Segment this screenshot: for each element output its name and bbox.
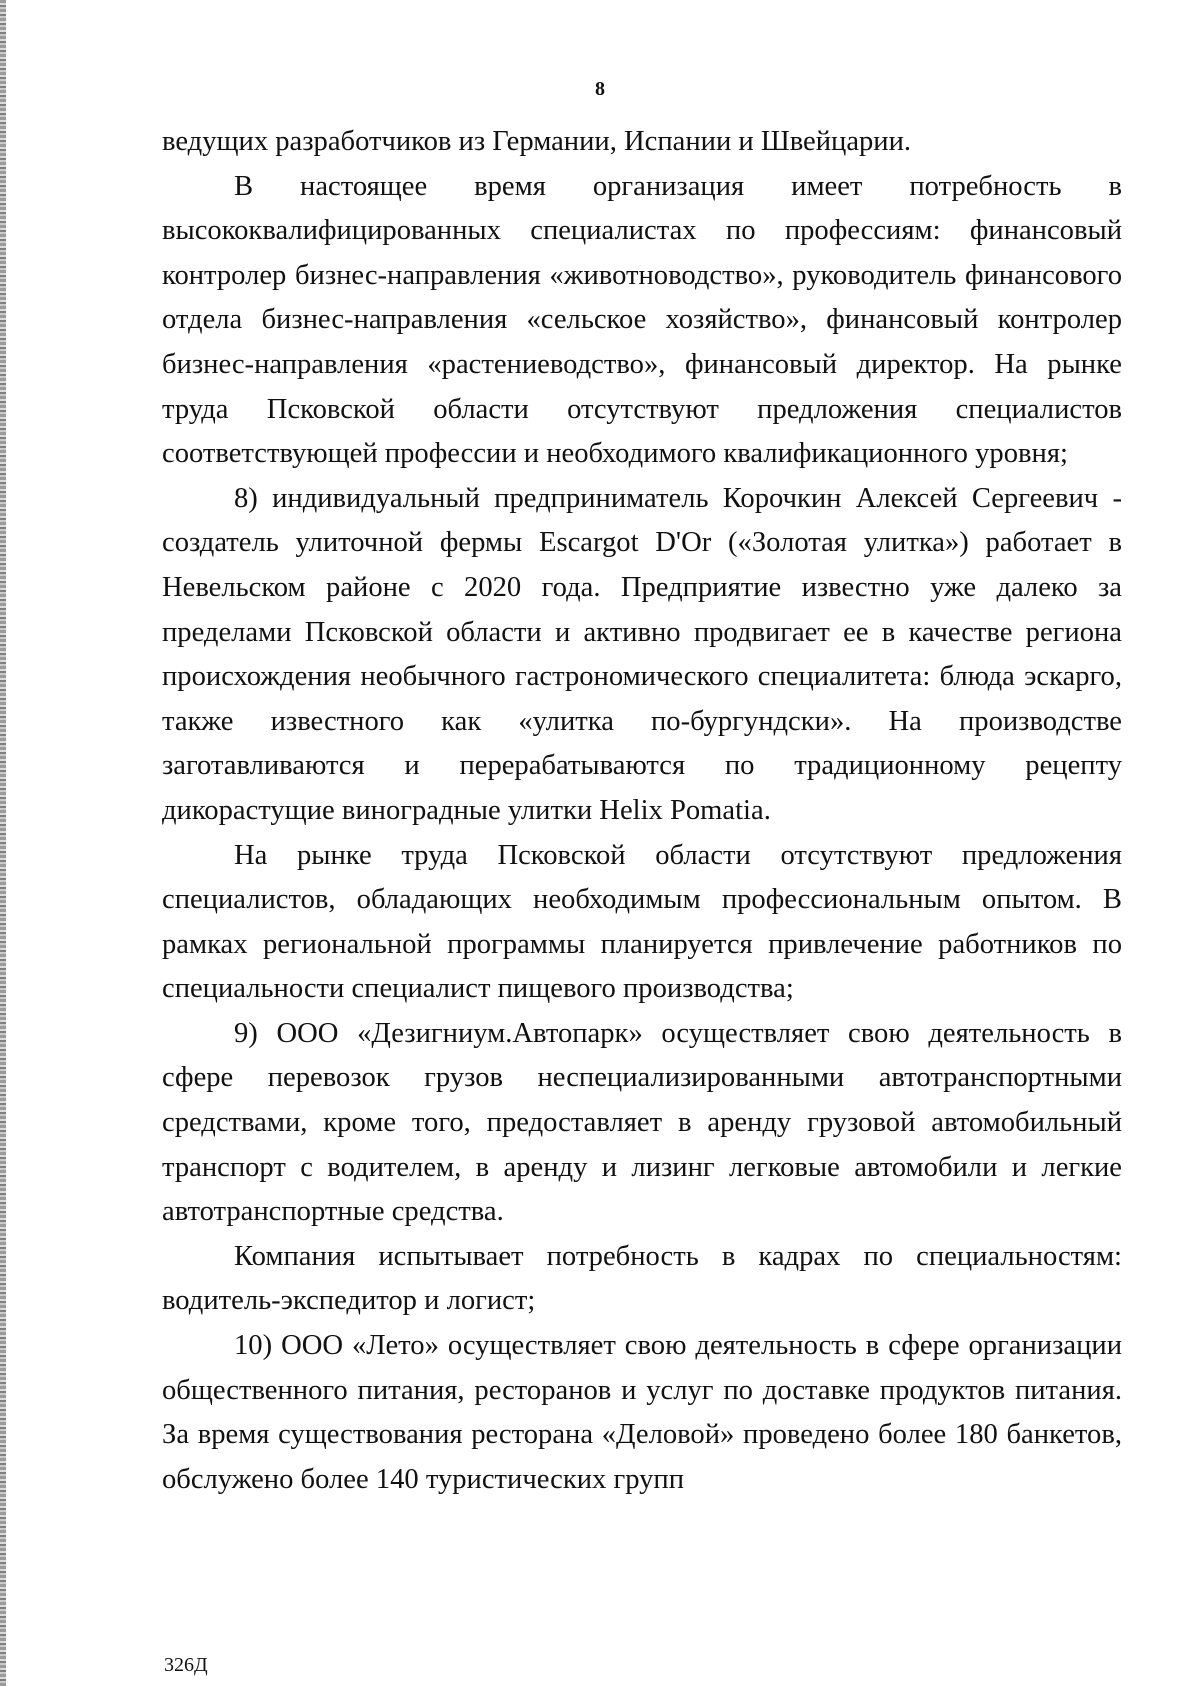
- document-body: [162, 120, 1122, 1502]
- paragraph-labor-market: На рынке труда Псковской области отсутствуют предложения специалистов, обладающих необходимым профессиональным опытом. В рамках региональной программы планируется привлечение работников по специальности специалист пищевого производства;: [162, 839, 1122, 1005]
- scan-edge: [0, 0, 6, 1686]
- paragraph-continuation: ведущих разработчиков из Германии, Испании и Швейцарии.: [162, 126, 912, 157]
- paragraph-item-9: 9) ООО «Дезигниум.Автопарк» осуществляет свою деятельность в сфере перевозок грузов неспециализированными автотранспортными средствами, кроме того, предоставляет в аренду грузовой автомобильный транспорт с водителем, в аренду и лизинг легковые автомобили и легкие автотранспортные средства.: [162, 1017, 1122, 1228]
- paragraph-staffing-needs: В настоящее время организация имеет потребность в высококвалифицированных специалистах по профессиям: финансовый контролер бизнес-направления «животноводство», руководитель финансового отдела бизнес-направления «сельское хозяйство», финансовый контролер бизнес-направления «растениеводство», финансовый директор. На рынке труда Псковской области отсутствуют предложения специалистов соответствующей профессии и необходимого квалификационного уровня;: [162, 170, 1122, 470]
- paragraph-company-needs: Компания испытывает потребность в кадрах по специальностям: водитель-экспедитор и логист;: [162, 1240, 1122, 1317]
- paragraph-item-8: 8) индивидуальный предприниматель Корочкин Алексей Сергеевич - создатель улиточной фермы Escargot D'Or («Золотая улитка») работает в Невельском районе с 2020 года. Предприятие известно уже далеко за пределами Псковской области и активно продвигает ее в качестве региона происхождения необычного гастрономического специалитета: блюда эскарго, также известного как «улитка по-бургундски». На производстве заготавливаются и перерабатываются по традиционному рецепту дикорастущие виноградные улитки Helix Pomatia.: [162, 482, 1122, 826]
- page-number: 8: [595, 78, 605, 100]
- paragraph-item-10: 10) ООО «Лето» осуществляет свою деятельность в сфере организации общественного питания, ресторанов и услуг по доставке продуктов питания. За время существования ресторана «Деловой» проведено более 180 банкетов, обслужено более 140 туристических групп: [162, 1330, 1122, 1495]
- document-code: 326Д: [164, 1654, 208, 1676]
